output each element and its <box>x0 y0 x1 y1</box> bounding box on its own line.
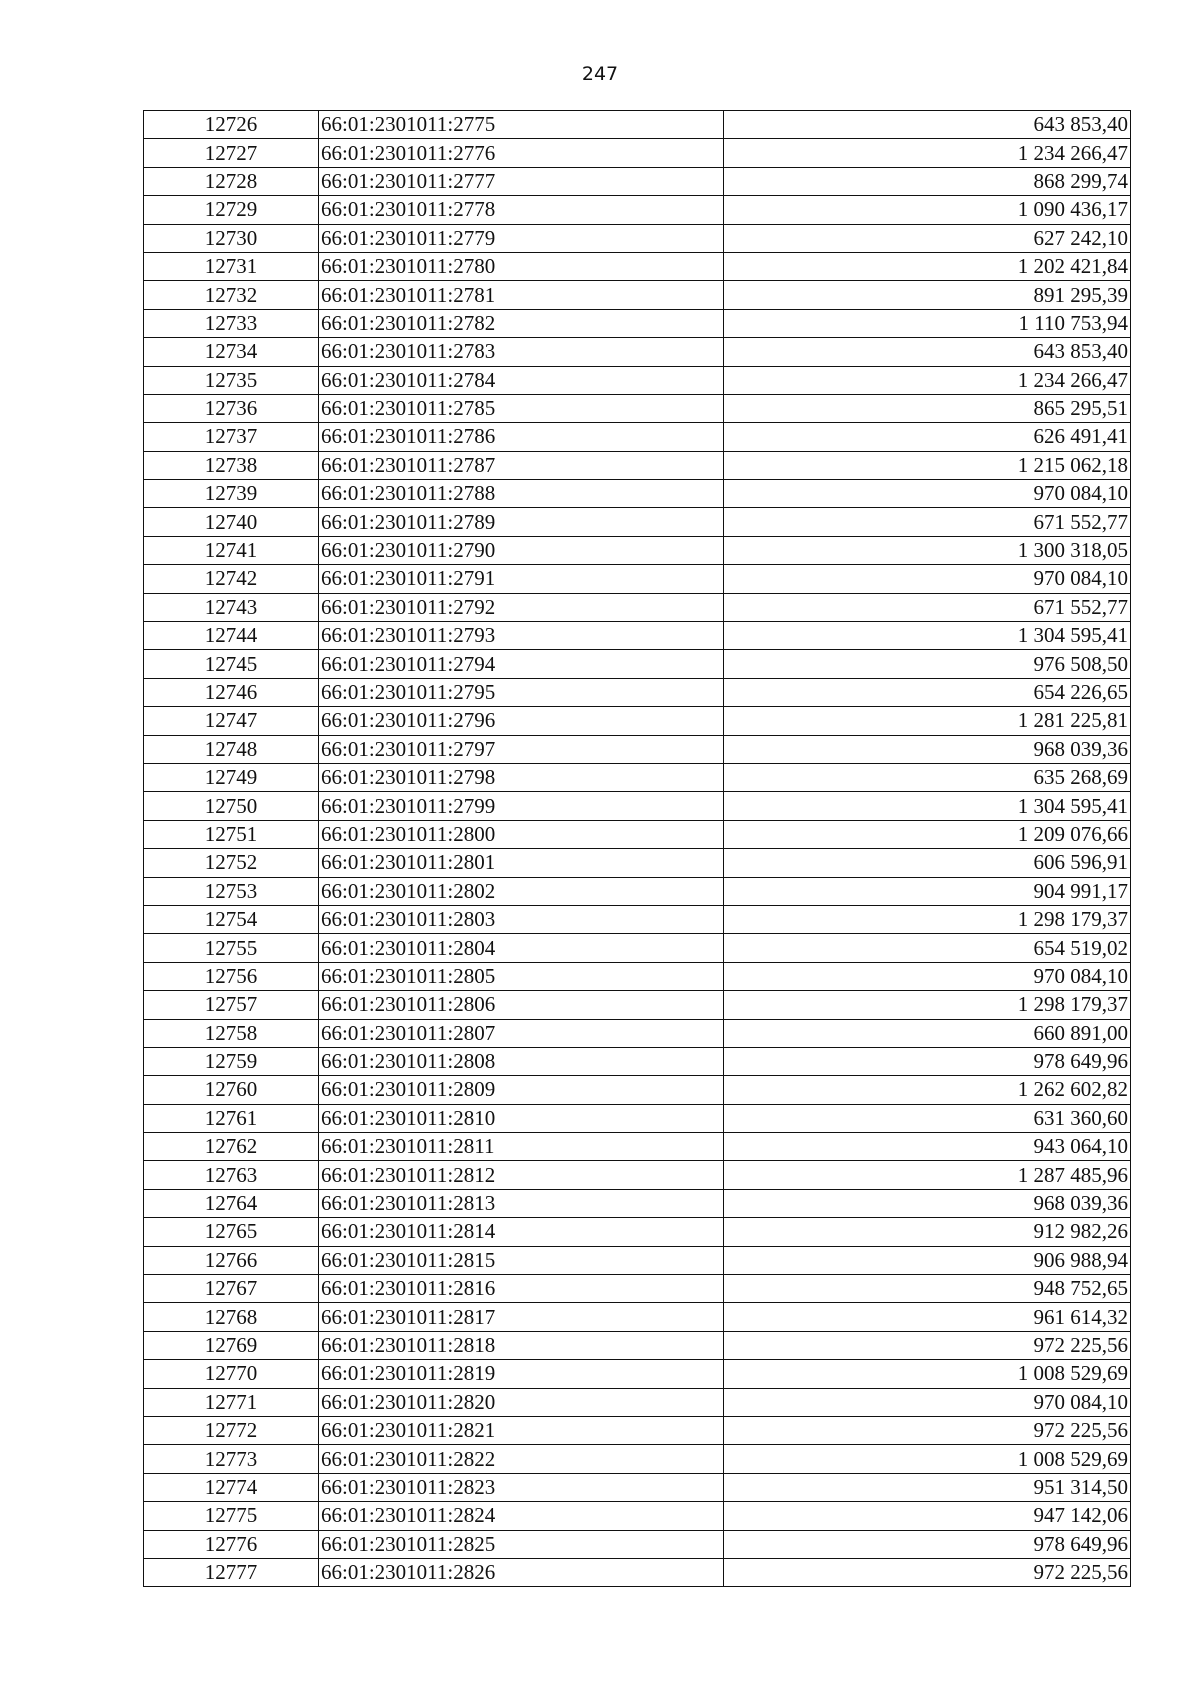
row-number-cell: 12733 <box>144 309 319 337</box>
table-row <box>144 139 1131 167</box>
row-number-cell: 12743 <box>144 593 319 621</box>
row-number-cell: 12738 <box>144 451 319 479</box>
cadastral-number-cell: 66:01:2301011:2808 <box>319 1047 724 1075</box>
table-row <box>144 991 1131 1019</box>
cadastral-number-cell: 66:01:2301011:2782 <box>319 309 724 337</box>
cadastral-value-cell: 970 084,10 <box>724 480 1131 508</box>
cadastral-value-cell: 660 891,00 <box>724 1019 1131 1047</box>
cadastral-number-cell: 66:01:2301011:2778 <box>319 196 724 224</box>
table-row <box>144 366 1131 394</box>
cadastral-number-cell: 66:01:2301011:2783 <box>319 338 724 366</box>
cadastral-value-cell: 1 287 485,96 <box>724 1161 1131 1189</box>
table-row <box>144 1076 1131 1104</box>
table-row <box>144 224 1131 252</box>
cadastral-value-cell: 1 202 421,84 <box>724 252 1131 280</box>
table-row <box>144 1473 1131 1501</box>
table-row <box>144 423 1131 451</box>
cadastral-number-cell: 66:01:2301011:2779 <box>319 224 724 252</box>
cadastral-value-cell: 654 226,65 <box>724 678 1131 706</box>
row-number-cell: 12761 <box>144 1104 319 1132</box>
row-number-cell: 12771 <box>144 1388 319 1416</box>
table-row <box>144 593 1131 621</box>
cadastral-value-cell: 643 853,40 <box>724 338 1131 366</box>
cadastral-number-cell: 66:01:2301011:2776 <box>319 139 724 167</box>
cadastral-number-cell: 66:01:2301011:2785 <box>319 394 724 422</box>
row-number-cell: 12731 <box>144 252 319 280</box>
cadastral-value-cell: 1 304 595,41 <box>724 792 1131 820</box>
cadastral-value-cell: 865 295,51 <box>724 394 1131 422</box>
row-number-cell: 12729 <box>144 196 319 224</box>
cadastral-value-cell: 906 988,94 <box>724 1246 1131 1274</box>
cadastral-number-cell: 66:01:2301011:2824 <box>319 1502 724 1530</box>
row-number-cell: 12776 <box>144 1530 319 1558</box>
table-row <box>144 678 1131 706</box>
row-number-cell: 12764 <box>144 1189 319 1217</box>
table-row <box>144 934 1131 962</box>
cadastral-number-cell: 66:01:2301011:2818 <box>319 1331 724 1359</box>
cadastral-value-cell: 1 215 062,18 <box>724 451 1131 479</box>
cadastral-number-cell: 66:01:2301011:2809 <box>319 1076 724 1104</box>
cadastral-value-cell: 970 084,10 <box>724 1388 1131 1416</box>
table-row <box>144 1331 1131 1359</box>
row-number-cell: 12751 <box>144 820 319 848</box>
cadastral-number-cell: 66:01:2301011:2791 <box>319 565 724 593</box>
table-row <box>144 707 1131 735</box>
row-number-cell: 12765 <box>144 1218 319 1246</box>
row-number-cell: 12754 <box>144 905 319 933</box>
row-number-cell: 12745 <box>144 650 319 678</box>
cadastral-value-cell: 627 242,10 <box>724 224 1131 252</box>
cadastral-value-cell: 970 084,10 <box>724 565 1131 593</box>
table-row <box>144 1161 1131 1189</box>
cadastral-number-cell: 66:01:2301011:2806 <box>319 991 724 1019</box>
row-number-cell: 12730 <box>144 224 319 252</box>
cadastral-number-cell: 66:01:2301011:2819 <box>319 1360 724 1388</box>
cadastral-number-cell: 66:01:2301011:2810 <box>319 1104 724 1132</box>
cadastral-number-cell: 66:01:2301011:2784 <box>319 366 724 394</box>
cadastral-number-cell: 66:01:2301011:2780 <box>319 252 724 280</box>
row-number-cell: 12755 <box>144 934 319 962</box>
cadastral-number-cell: 66:01:2301011:2807 <box>319 1019 724 1047</box>
table-row <box>144 309 1131 337</box>
table-row <box>144 394 1131 422</box>
table-row <box>144 1047 1131 1075</box>
row-number-cell: 12759 <box>144 1047 319 1075</box>
table-row <box>144 1019 1131 1047</box>
table-row <box>144 1189 1131 1217</box>
row-number-cell: 12768 <box>144 1303 319 1331</box>
row-number-cell: 12766 <box>144 1246 319 1274</box>
cadastral-number-cell: 66:01:2301011:2816 <box>319 1275 724 1303</box>
cadastral-value-cell: 947 142,06 <box>724 1502 1131 1530</box>
cadastral-number-cell: 66:01:2301011:2820 <box>319 1388 724 1416</box>
cadastral-value-cell: 978 649,96 <box>724 1047 1131 1075</box>
table-row <box>144 281 1131 309</box>
table-row <box>144 1530 1131 1558</box>
cadastral-number-cell: 66:01:2301011:2805 <box>319 962 724 990</box>
cadastral-value-cell: 1 110 753,94 <box>724 309 1131 337</box>
cadastral-number-cell: 66:01:2301011:2781 <box>319 281 724 309</box>
row-number-cell: 12742 <box>144 565 319 593</box>
cadastral-value-cell: 951 314,50 <box>724 1473 1131 1501</box>
cadastral-number-cell: 66:01:2301011:2800 <box>319 820 724 848</box>
row-number-cell: 12757 <box>144 991 319 1019</box>
row-number-cell: 12740 <box>144 508 319 536</box>
cadastral-value-cell: 1 304 595,41 <box>724 622 1131 650</box>
table-row <box>144 1246 1131 1274</box>
cadastral-number-cell: 66:01:2301011:2792 <box>319 593 724 621</box>
row-number-cell: 12727 <box>144 139 319 167</box>
cadastral-value-cell: 1 008 529,69 <box>724 1360 1131 1388</box>
row-number-cell: 12744 <box>144 622 319 650</box>
cadastral-number-cell: 66:01:2301011:2788 <box>319 480 724 508</box>
cadastral-number-cell: 66:01:2301011:2813 <box>319 1189 724 1217</box>
cadastral-value-cell: 891 295,39 <box>724 281 1131 309</box>
cadastral-value-cell: 968 039,36 <box>724 735 1131 763</box>
cadastral-value-cell: 1 298 179,37 <box>724 905 1131 933</box>
table-row <box>144 1558 1131 1586</box>
cadastral-number-cell: 66:01:2301011:2777 <box>319 167 724 195</box>
cadastral-value-cell: 868 299,74 <box>724 167 1131 195</box>
cadastral-value-cell: 970 084,10 <box>724 962 1131 990</box>
row-number-cell: 12763 <box>144 1161 319 1189</box>
cadastral-number-cell: 66:01:2301011:2804 <box>319 934 724 962</box>
table-row <box>144 905 1131 933</box>
cadastral-value-cell: 976 508,50 <box>724 650 1131 678</box>
row-number-cell: 12746 <box>144 678 319 706</box>
row-number-cell: 12774 <box>144 1473 319 1501</box>
cadastral-number-cell: 66:01:2301011:2796 <box>319 707 724 735</box>
cadastral-value-cell: 1 234 266,47 <box>724 366 1131 394</box>
table-row <box>144 820 1131 848</box>
row-number-cell: 12752 <box>144 849 319 877</box>
cadastral-value-cell: 671 552,77 <box>724 593 1131 621</box>
cadastral-value-cell: 643 853,40 <box>724 111 1131 139</box>
cadastral-number-cell: 66:01:2301011:2787 <box>319 451 724 479</box>
cadastral-value-cell: 606 596,91 <box>724 849 1131 877</box>
table-row <box>144 735 1131 763</box>
cadastral-value-cell: 943 064,10 <box>724 1133 1131 1161</box>
row-number-cell: 12736 <box>144 394 319 422</box>
cadastral-number-cell: 66:01:2301011:2795 <box>319 678 724 706</box>
table-row <box>144 1502 1131 1530</box>
cadastral-value-cell: 654 519,02 <box>724 934 1131 962</box>
row-number-cell: 12775 <box>144 1502 319 1530</box>
cadastral-value-cell: 968 039,36 <box>724 1189 1131 1217</box>
table-row <box>144 792 1131 820</box>
cadastral-value-cell: 978 649,96 <box>724 1530 1131 1558</box>
table-row <box>144 650 1131 678</box>
page-number: 247 <box>581 63 619 85</box>
row-number-cell: 12777 <box>144 1558 319 1586</box>
table-row <box>144 1445 1131 1473</box>
table-row <box>144 1360 1131 1388</box>
cadastral-number-cell: 66:01:2301011:2814 <box>319 1218 724 1246</box>
row-number-cell: 12772 <box>144 1416 319 1444</box>
table-row <box>144 167 1131 195</box>
cadastral-value-cell: 912 982,26 <box>724 1218 1131 1246</box>
row-number-cell: 12767 <box>144 1275 319 1303</box>
cadastral-number-cell: 66:01:2301011:2811 <box>319 1133 724 1161</box>
row-number-cell: 12747 <box>144 707 319 735</box>
cadastral-number-cell: 66:01:2301011:2786 <box>319 423 724 451</box>
cadastral-value-cell: 961 614,32 <box>724 1303 1131 1331</box>
cadastral-value-cell: 631 360,60 <box>724 1104 1131 1132</box>
cadastral-value-cell: 972 225,56 <box>724 1331 1131 1359</box>
cadastral-number-cell: 66:01:2301011:2817 <box>319 1303 724 1331</box>
table-row <box>144 508 1131 536</box>
registry-table <box>143 110 1131 1587</box>
row-number-cell: 12741 <box>144 536 319 564</box>
table-row <box>144 1303 1131 1331</box>
row-number-cell: 12739 <box>144 480 319 508</box>
row-number-cell: 12735 <box>144 366 319 394</box>
cadastral-number-cell: 66:01:2301011:2802 <box>319 877 724 905</box>
cadastral-number-cell: 66:01:2301011:2812 <box>319 1161 724 1189</box>
cadastral-number-cell: 66:01:2301011:2815 <box>319 1246 724 1274</box>
cadastral-number-cell: 66:01:2301011:2793 <box>319 622 724 650</box>
cadastral-number-cell: 66:01:2301011:2798 <box>319 763 724 791</box>
table-row <box>144 338 1131 366</box>
cadastral-number-cell: 66:01:2301011:2797 <box>319 735 724 763</box>
cadastral-number-cell: 66:01:2301011:2794 <box>319 650 724 678</box>
row-number-cell: 12760 <box>144 1076 319 1104</box>
cadastral-value-cell: 972 225,56 <box>724 1416 1131 1444</box>
cadastral-value-cell: 972 225,56 <box>724 1558 1131 1586</box>
row-number-cell: 12737 <box>144 423 319 451</box>
cadastral-number-cell: 66:01:2301011:2789 <box>319 508 724 536</box>
row-number-cell: 12734 <box>144 338 319 366</box>
row-number-cell: 12732 <box>144 281 319 309</box>
table-row <box>144 877 1131 905</box>
cadastral-value-cell: 1 008 529,69 <box>724 1445 1131 1473</box>
row-number-cell: 12762 <box>144 1133 319 1161</box>
cadastral-number-cell: 66:01:2301011:2826 <box>319 1558 724 1586</box>
table-row <box>144 849 1131 877</box>
cadastral-number-cell: 66:01:2301011:2821 <box>319 1416 724 1444</box>
table-row <box>144 111 1131 139</box>
cadastral-value-cell: 904 991,17 <box>724 877 1131 905</box>
table-row <box>144 622 1131 650</box>
table-row <box>144 536 1131 564</box>
row-number-cell: 12728 <box>144 167 319 195</box>
table-row <box>144 763 1131 791</box>
table-row <box>144 196 1131 224</box>
table-row <box>144 1416 1131 1444</box>
cadastral-number-cell: 66:01:2301011:2775 <box>319 111 724 139</box>
table-row <box>144 480 1131 508</box>
row-number-cell: 12769 <box>144 1331 319 1359</box>
cadastral-value-cell: 948 752,65 <box>724 1275 1131 1303</box>
cadastral-value-cell: 1 262 602,82 <box>724 1076 1131 1104</box>
table-row <box>144 252 1131 280</box>
cadastral-value-cell: 1 300 318,05 <box>724 536 1131 564</box>
cadastral-number-cell: 66:01:2301011:2822 <box>319 1445 724 1473</box>
table-row <box>144 1275 1131 1303</box>
cadastral-value-cell: 671 552,77 <box>724 508 1131 536</box>
table-row <box>144 1104 1131 1132</box>
row-number-cell: 12753 <box>144 877 319 905</box>
row-number-cell: 12758 <box>144 1019 319 1047</box>
cadastral-value-cell: 1 090 436,17 <box>724 196 1131 224</box>
table-row <box>144 565 1131 593</box>
cadastral-value-cell: 635 268,69 <box>724 763 1131 791</box>
row-number-cell: 12750 <box>144 792 319 820</box>
table-row <box>144 451 1131 479</box>
cadastral-value-cell: 1 281 225,81 <box>724 707 1131 735</box>
row-number-cell: 12749 <box>144 763 319 791</box>
cadastral-number-cell: 66:01:2301011:2823 <box>319 1473 724 1501</box>
cadastral-number-cell: 66:01:2301011:2801 <box>319 849 724 877</box>
cadastral-number-cell: 66:01:2301011:2825 <box>319 1530 724 1558</box>
registry-table-body <box>144 111 1131 1587</box>
table-row <box>144 1218 1131 1246</box>
cadastral-number-cell: 66:01:2301011:2799 <box>319 792 724 820</box>
cadastral-value-cell: 626 491,41 <box>724 423 1131 451</box>
cadastral-number-cell: 66:01:2301011:2790 <box>319 536 724 564</box>
cadastral-value-cell: 1 234 266,47 <box>724 139 1131 167</box>
cadastral-number-cell: 66:01:2301011:2803 <box>319 905 724 933</box>
table-row <box>144 962 1131 990</box>
cadastral-value-cell: 1 298 179,37 <box>724 991 1131 1019</box>
row-number-cell: 12726 <box>144 111 319 139</box>
row-number-cell: 12773 <box>144 1445 319 1473</box>
cadastral-value-cell: 1 209 076,66 <box>724 820 1131 848</box>
row-number-cell: 12748 <box>144 735 319 763</box>
table-row <box>144 1388 1131 1416</box>
row-number-cell: 12756 <box>144 962 319 990</box>
table-row <box>144 1133 1131 1161</box>
row-number-cell: 12770 <box>144 1360 319 1388</box>
